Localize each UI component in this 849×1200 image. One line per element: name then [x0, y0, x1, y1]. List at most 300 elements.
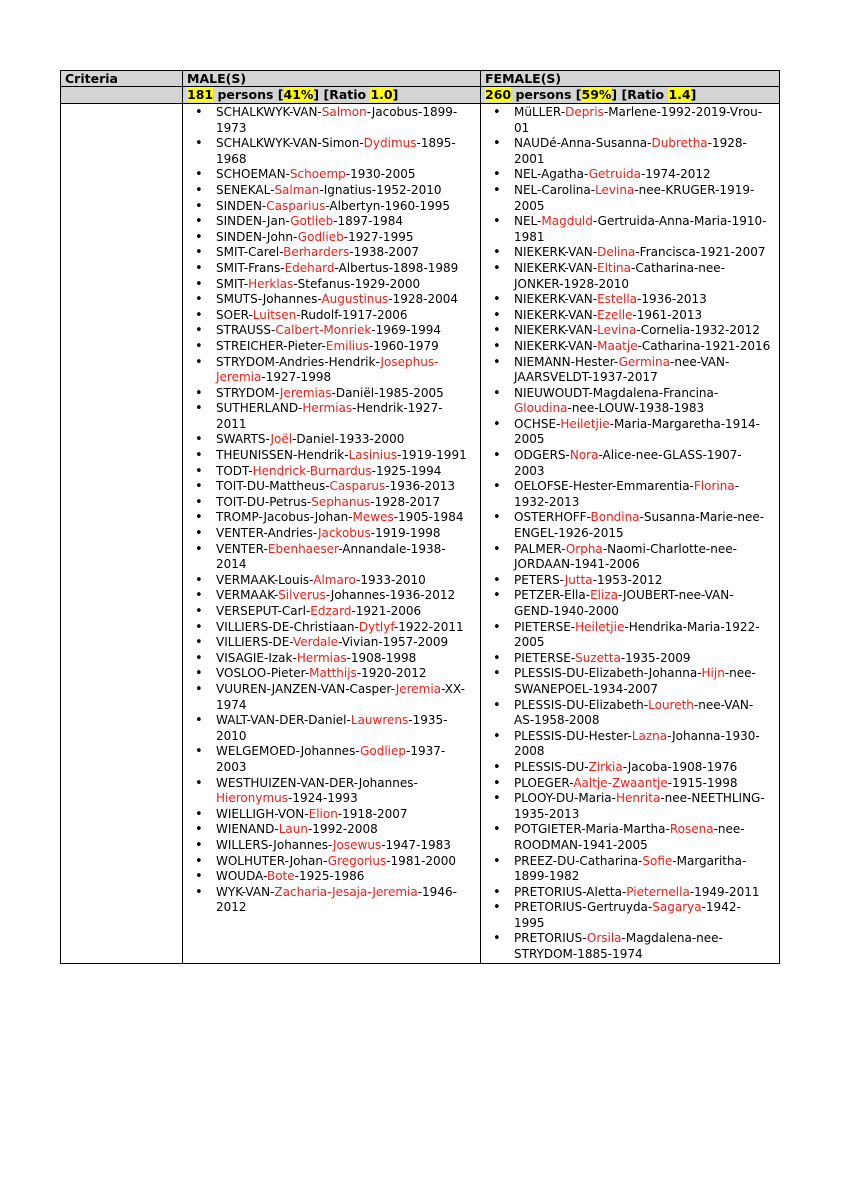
name-text: NEL-Carolina-	[514, 182, 596, 197]
name-text: -1928-2001	[514, 136, 747, 166]
name-text: WYK-VAN-	[216, 884, 275, 899]
female-list-item	[481, 729, 779, 760]
given-name: Bondina	[590, 510, 640, 525]
female-list-item	[481, 698, 779, 729]
name-text: -Albertyn-1960-1995	[325, 198, 451, 213]
male-list-item	[183, 214, 480, 230]
name-text: -1918-2007	[337, 806, 408, 821]
male-list-item	[183, 682, 480, 713]
female-list-item	[481, 339, 779, 355]
name-text: WALT-VAN-DER-Daniel-	[216, 713, 351, 728]
female-list-item	[481, 183, 779, 214]
given-name: Suzetta	[575, 650, 621, 665]
criteria-cell	[61, 104, 183, 964]
name-text: -1924-1993	[288, 791, 358, 806]
name-text: -JOUBERT-nee-VAN-GEND-1940-2000	[514, 588, 734, 618]
name-text: MüLLER-	[514, 105, 566, 119]
name-text: -1933-2010	[356, 572, 426, 587]
name-text: -Johanna-1930-2008	[514, 728, 760, 759]
female-ratio-label: Ratio	[627, 87, 665, 102]
name-text: -1905-1984	[393, 510, 464, 525]
name-text: NIEKERK-VAN-	[514, 260, 598, 275]
female-list-item	[481, 854, 779, 885]
female-list-item	[481, 666, 779, 697]
criteria-header: Criteria	[61, 71, 183, 87]
name-text: PETZER-Ella-	[514, 588, 591, 603]
male-list-item	[183, 339, 480, 355]
name-text: -1942-1995	[514, 900, 741, 930]
given-name: Bote	[266, 869, 295, 884]
male-list-item	[183, 869, 480, 885]
female-list-item	[481, 900, 779, 931]
given-name: Hermias	[296, 650, 347, 665]
name-text: -Alice-nee-GLASS-1907-2003	[514, 448, 742, 478]
name-text: SENEKAL-	[216, 182, 275, 197]
name-text: -Marlene-1992-2019-Vrou-01	[514, 105, 763, 135]
name-text: -Vivian-1957-2009	[338, 635, 449, 650]
female-list-item	[481, 651, 779, 667]
name-text: VUUREN-JANZEN-VAN-Casper-	[216, 681, 396, 696]
name-text: -1927-1995	[343, 229, 414, 244]
name-text: PRETORIUS-Aletta-	[514, 884, 627, 899]
name-text: TOIT-DU-Petrus-	[216, 494, 312, 509]
name-text: SCHALKWYK-VAN-	[216, 105, 322, 119]
given-name: Silverus	[278, 588, 326, 603]
male-list-item	[183, 136, 480, 167]
given-name: Hendrick-Burnardus	[252, 463, 372, 478]
female-list-item	[481, 931, 779, 962]
male-list-item	[183, 526, 480, 542]
name-text: OELOFSE-Hester-Emmarentia-	[514, 479, 694, 494]
male-list-item	[183, 292, 480, 308]
male-list-item	[183, 776, 480, 807]
name-text: -1961-2013	[632, 307, 703, 322]
given-name: Eltina	[597, 260, 632, 275]
given-name: Schoemp	[289, 167, 346, 182]
male-list-item	[183, 479, 480, 495]
name-text: PALMER-	[514, 541, 566, 556]
name-text: VILLIERS-DE-Christiaan-	[216, 619, 359, 634]
name-text: PIETERSE-	[514, 619, 576, 634]
name-text: NIEKERK-VAN-	[514, 245, 598, 260]
name-text: -Johannes-1936-2012	[325, 588, 456, 603]
name-text: -1915-1998	[667, 775, 738, 790]
given-name: Delina	[597, 245, 636, 260]
name-text: -1946-2012	[216, 884, 457, 915]
female-list-item	[481, 386, 779, 417]
name-text: -XX-1974	[216, 681, 465, 712]
given-name: Almaro	[313, 572, 357, 587]
female-list-item	[481, 791, 779, 822]
name-text: NIEKERK-VAN-	[514, 307, 598, 322]
male-list-item	[183, 807, 480, 823]
given-name: Luitsen	[252, 307, 297, 322]
name-text: VERMAAK-Louis-	[216, 572, 314, 587]
name-text: -1992-2008	[307, 822, 378, 837]
female-list-item	[481, 308, 779, 324]
male-list-item	[183, 323, 480, 339]
name-text: NIEKERK-VAN-	[514, 323, 598, 338]
name-text: ODGERS-	[514, 448, 570, 463]
name-text: -1908-1998	[346, 650, 417, 665]
name-text: -Cornelia-1932-2012	[636, 323, 760, 338]
male-list	[183, 104, 480, 916]
male-list-item	[183, 495, 480, 511]
male-list-item	[183, 105, 480, 136]
given-name: Salman	[274, 182, 320, 197]
male-list-item	[183, 822, 480, 838]
name-text: -nee-SWANEPOEL-1934-2007	[514, 666, 756, 696]
given-name: Salmon	[321, 105, 367, 119]
name-text: PLESSIS-DU-Hester-	[514, 728, 632, 743]
name-text: -1920-2012	[356, 666, 427, 681]
given-name: Gregorius	[327, 853, 387, 868]
female-list-item	[481, 542, 779, 573]
name-text: -1919-1998	[370, 526, 441, 541]
summary-criteria-cell	[61, 87, 183, 104]
given-name: Hieronymus	[216, 791, 289, 806]
female-list-item	[481, 448, 779, 479]
name-text: -1921-2006	[351, 604, 422, 618]
given-name: Sofie	[642, 853, 673, 868]
name-text: -1930-2005	[345, 167, 416, 182]
name-text: NIEKERK-VAN-	[514, 292, 598, 307]
male-list-item	[183, 620, 480, 636]
name-text: SMIT-Frans-	[216, 260, 285, 275]
male-count: 181	[187, 87, 214, 102]
name-text: PRETORIUS-Gertruyda-	[514, 900, 653, 915]
male-list-item	[183, 651, 480, 667]
name-text: -Magdalena-nee-STRYDOM-1885-1974	[514, 931, 723, 962]
name-text: -1927-1998	[261, 370, 332, 385]
given-name: Jackobus	[317, 526, 371, 541]
name-text: NIEUWOUDT-Magdalena-Francina-	[514, 385, 719, 400]
name-text: -1936-2013	[385, 479, 456, 494]
male-list-item	[183, 635, 480, 651]
male-list-item	[183, 604, 480, 620]
female-list-item	[481, 355, 779, 386]
male-list-item	[183, 199, 480, 215]
name-text: -Albertus-1898-1989	[334, 260, 459, 275]
name-text: WOUDA-	[216, 869, 267, 884]
name-text: -Rudolf-1917-2006	[296, 307, 408, 322]
name-text: SMUTS-Johannes-	[216, 292, 322, 307]
name-text: WILLERS-Johannes-	[216, 837, 333, 852]
name-text: PIETERSE-	[514, 650, 576, 665]
given-name: Orpha	[565, 541, 603, 556]
female-list-item	[481, 323, 779, 339]
name-text: -Jacobus-1899-1973	[216, 105, 458, 135]
given-name: Getruida	[588, 167, 641, 182]
name-text: VENTER-Andries-	[216, 526, 318, 541]
name-text: -1953-2012	[592, 572, 663, 587]
name-text: -nee-LOUW-1938-1983	[567, 401, 705, 416]
name-text: -Annandale-1938-2014	[216, 541, 446, 572]
given-name: Lazna	[631, 728, 668, 743]
name-text: TOIT-DU-Mattheus-	[216, 479, 330, 494]
name-text: -1937-2003	[216, 744, 446, 774]
male-ratio: 1.0	[370, 87, 393, 102]
name-text: -Gertruida-Anna-Maria-1910-1981	[514, 214, 767, 244]
given-name: Jeremias	[279, 385, 332, 400]
male-list-item	[183, 401, 480, 432]
male-list-item	[183, 588, 480, 604]
male-list-item	[183, 854, 480, 870]
given-name: Rosena	[669, 822, 714, 837]
male-list-item	[183, 386, 480, 402]
female-list-item	[481, 417, 779, 448]
name-text: -1935-2009	[620, 650, 691, 665]
given-name: Dydimus	[363, 136, 417, 151]
name-text: -Maria-Margaretha-1914-2005	[514, 416, 760, 447]
name-text: -nee-KRUGER-1919-2005	[514, 182, 755, 213]
female-list	[481, 104, 779, 963]
name-text: -1925-1986	[294, 869, 365, 884]
given-name: Heiletjie	[575, 619, 625, 634]
given-name: Dubretha	[651, 136, 708, 151]
male-list-item	[183, 355, 480, 386]
name-text: SCHOEMAN-	[216, 167, 290, 182]
given-name: Depris	[565, 105, 604, 119]
female-list-item	[481, 214, 779, 245]
given-name: Edehard	[284, 260, 335, 275]
given-name: Godliep	[360, 744, 407, 759]
given-name: Heiletjie	[560, 416, 610, 431]
given-name: Magduld	[541, 214, 593, 229]
name-text: -Jacoba-1908-1976	[622, 759, 738, 774]
female-list-item	[481, 776, 779, 792]
given-name: Casparius	[266, 198, 326, 213]
given-name: Zirkia	[588, 759, 623, 774]
name-text: -nee-NEETHLING-1935-2013	[514, 791, 765, 821]
female-list-item	[481, 245, 779, 261]
name-text: PRETORIUS-	[514, 931, 587, 946]
female-percent: 59%	[581, 87, 612, 102]
name-text: TROMP-Jacobus-Johan-	[216, 510, 353, 525]
female-count: 260	[485, 87, 512, 102]
male-list-item	[183, 666, 480, 682]
male-list-cell	[183, 104, 481, 964]
name-text: -1981-2000	[386, 853, 456, 868]
name-text: -Hendrika-Maria-1922-2005	[514, 619, 760, 650]
name-text: PLESSIS-DU-	[514, 759, 589, 774]
name-text: STRAUSS-	[216, 323, 276, 338]
name-text: STREICHER-Pieter-	[216, 338, 326, 353]
name-text: SMIT-	[216, 276, 249, 291]
given-name: Lasinius	[348, 448, 397, 463]
name-text: WOLHUTER-Johan-	[216, 853, 328, 868]
given-name: Zacharia-Jesaja-Jeremia	[274, 884, 418, 899]
name-text: -nee-ROODMAN-1941-2005	[514, 822, 745, 852]
male-summary: 181 persons [41%] [Ratio 1.0]	[183, 87, 481, 104]
gender-table	[60, 70, 780, 964]
given-name: Herklas	[248, 276, 294, 291]
female-list-cell	[481, 104, 780, 964]
given-name: Ezelle	[597, 307, 633, 322]
name-text: OSTERHOFF-	[514, 510, 591, 525]
male-list-item	[183, 230, 480, 246]
given-name: Casparus	[329, 479, 386, 494]
given-name: Sephanus	[311, 494, 371, 509]
given-name: Calbert-Monriek	[275, 323, 372, 338]
name-text: PREEZ-DU-Catharina-	[514, 853, 643, 868]
female-list-item	[481, 136, 779, 167]
male-list-item	[183, 542, 480, 573]
name-text: -1936-2013	[637, 292, 707, 307]
name-text: -1969-1994	[371, 323, 442, 338]
given-name: Edzard	[310, 604, 352, 618]
name-text: WIELLIGH-VON-	[216, 806, 309, 821]
female-list-item	[481, 588, 779, 619]
male-list-item	[183, 573, 480, 589]
name-text: OCHSE-	[514, 416, 561, 431]
given-name: Godlieb	[297, 229, 344, 244]
name-text: -1897-1984	[333, 214, 403, 229]
name-text: -Hendrik-1927-2011	[216, 401, 443, 431]
name-text: -1895-1968	[216, 136, 456, 166]
name-text: NAUDé-Anna-Susanna-	[514, 136, 652, 151]
name-text: SUTHERLAND-	[216, 401, 303, 416]
given-name: Verdale	[292, 635, 339, 650]
female-list-item	[481, 885, 779, 901]
name-text: -Catharina-1921-2016	[637, 338, 771, 353]
female-list-item	[481, 105, 779, 136]
female-list-item	[481, 620, 779, 651]
female-list-item	[481, 760, 779, 776]
given-name: Elion	[308, 806, 338, 821]
name-text: -1949-2011	[689, 884, 760, 899]
male-list-item	[183, 183, 480, 199]
header-row	[61, 71, 780, 87]
male-list-item	[183, 277, 480, 293]
given-name: Eliza	[590, 588, 618, 603]
name-text: -1928-2017	[370, 494, 441, 509]
given-name: Gloudina	[514, 401, 568, 416]
name-text: -1938-2007	[349, 245, 420, 260]
name-text: -1974-2012	[640, 167, 711, 182]
name-text: NEL-	[514, 214, 542, 229]
male-list-item	[183, 744, 480, 775]
male-ratio-label: Ratio	[329, 87, 367, 102]
female-header: FEMALE(S)	[481, 71, 780, 87]
female-list-item	[481, 822, 779, 853]
female-summary: 260 persons [59%] [Ratio 1.4]	[481, 87, 780, 104]
name-text: SCHALKWYK-VAN-Simon-	[216, 136, 364, 151]
name-text: TODT-	[216, 463, 253, 478]
name-text: -Catharina-nee-JONKER-1928-2010	[514, 260, 725, 291]
given-name: Josephus-Jeremia	[216, 354, 439, 385]
given-name: Augustinus	[321, 292, 389, 307]
name-text: VENTER-	[216, 541, 268, 556]
name-text: SWARTS-	[216, 432, 271, 447]
name-text: STRYDOM-	[216, 385, 280, 400]
name-text: -1935-2010	[216, 713, 448, 743]
given-name: Josewus	[333, 837, 382, 852]
name-text: -Daniel-1933-2000	[292, 432, 405, 447]
name-text: -1960-1979	[369, 338, 439, 353]
male-list-item	[183, 308, 480, 324]
given-name: Dytlyf	[358, 619, 394, 634]
name-text: PLOOY-DU-Maria-	[514, 791, 616, 806]
given-name: Jutta	[564, 572, 593, 587]
name-text: -Ignatius-1952-2010	[319, 182, 442, 197]
given-name: Nora	[569, 448, 599, 463]
name-text: VOSLOO-Pieter-	[216, 666, 310, 681]
given-name: Levina	[597, 323, 637, 338]
male-header: MALE(S)	[183, 71, 481, 87]
name-text: -1919-1991	[396, 448, 467, 463]
name-text: VERMAAK-	[216, 588, 279, 603]
name-text: WIENAND-	[216, 822, 279, 837]
given-name: Joël	[270, 432, 293, 447]
name-text: -1925-1994	[371, 463, 442, 478]
given-name: Emilius	[325, 338, 369, 353]
given-name: Maatje	[597, 338, 638, 353]
male-list-item	[183, 838, 480, 854]
given-name: Levina	[595, 182, 635, 197]
name-text: PLESSIS-DU-Elizabeth-	[514, 697, 649, 712]
name-text: VILLIERS-DE-	[216, 635, 293, 650]
name-text: -1922-2011	[393, 619, 464, 634]
name-text: -Francisca-1921-2007	[635, 245, 766, 260]
given-name: Berharders	[283, 245, 350, 260]
male-list-item	[183, 245, 480, 261]
female-list-item	[481, 479, 779, 510]
male-list-item	[183, 510, 480, 526]
name-text: PLESSIS-DU-Elizabeth-Johanna-	[514, 666, 702, 681]
female-list-item	[481, 292, 779, 308]
given-name: Gotlieb	[290, 214, 334, 229]
given-name: Orsila	[586, 931, 622, 946]
name-text: -1928-2004	[388, 292, 458, 307]
name-text: -Naomi-Charlotte-nee-JORDAAN-1941-2006	[514, 541, 737, 572]
given-name: Aaltje-Zwaantje	[573, 775, 668, 790]
name-text: -Susanna-Marie-nee-ENGEL-1926-2015	[514, 510, 765, 541]
male-list-item	[183, 464, 480, 480]
name-text: PETERS-	[514, 572, 565, 587]
name-text: VISAGIE-Izak-	[216, 650, 297, 665]
given-name: Hijn	[701, 666, 725, 681]
given-name: Laun	[278, 822, 308, 837]
given-name: Hermias	[302, 401, 353, 416]
name-text: -1947-1983	[381, 837, 451, 852]
name-text: NEL-Agatha-	[514, 167, 589, 182]
given-name: Loureth	[648, 697, 694, 712]
given-name: Lauwrens	[350, 713, 409, 728]
name-text: THEUNISSEN-Hendrik-	[216, 448, 349, 463]
given-name: Henrita	[615, 791, 661, 806]
name-text: WESTHUIZEN-VAN-DER-Johannes-	[216, 775, 418, 790]
male-list-item	[183, 432, 480, 448]
male-list-item	[183, 713, 480, 744]
name-text: NIEKERK-VAN-	[514, 338, 598, 353]
name-text: SOER-	[216, 307, 253, 322]
male-list-item	[183, 885, 480, 916]
female-ratio: 1.4	[668, 87, 691, 102]
name-text: STRYDOM-Andries-Hendrik-	[216, 354, 381, 369]
name-text: -Stefanus-1929-2000	[293, 276, 421, 291]
given-name: Sagarya	[652, 900, 702, 915]
name-text: SMIT-Carel-	[216, 245, 284, 260]
male-percent: 41%	[283, 87, 314, 102]
name-text: NIEMANN-Hester-	[514, 354, 619, 369]
list-row	[61, 104, 780, 964]
given-name: Matthijs	[309, 666, 357, 681]
given-name: Pieternella	[626, 884, 690, 899]
name-text: POTGIETER-Maria-Martha-	[514, 822, 670, 837]
name-text: -1932-2013	[514, 479, 740, 509]
given-name: Florina	[693, 479, 735, 494]
